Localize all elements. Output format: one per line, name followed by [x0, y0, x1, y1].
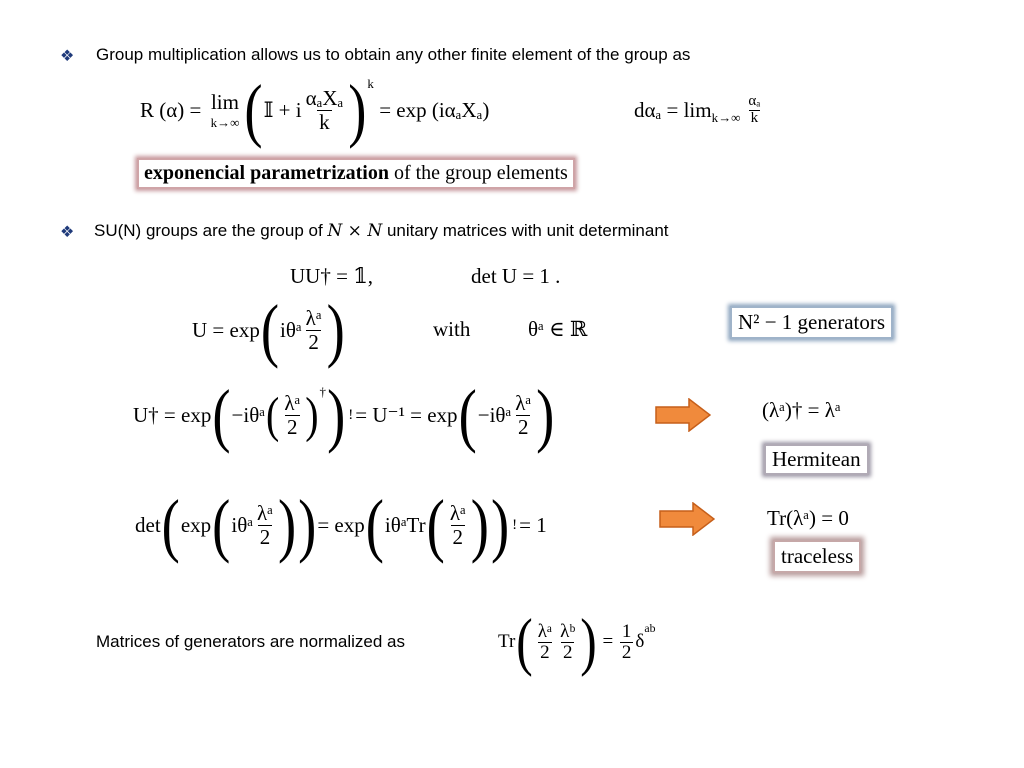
normalization-equation: Tr ( $\frac{\text{λᵃ}}{2}$ $\frac{\text{λᵇ}}{2}$ ) = $\frac{1}{2}$ δ $^{ab}$	[498, 605, 656, 678]
eq1-frac	[304, 87, 346, 132]
norm-delta-sup: ab	[644, 622, 656, 635]
det-mid: = exp	[317, 512, 365, 537]
arrow-right-icon	[655, 398, 711, 432]
eq1-lim-label: lim	[210, 89, 239, 114]
hermitean-box: Hermitean	[764, 444, 869, 475]
eq2-frac	[746, 94, 762, 127]
det-frac2	[448, 502, 468, 547]
det-exp: exp	[180, 512, 212, 537]
normalization-text: Matrices of generators are normalized as	[96, 632, 405, 651]
udag-num1: λᵃ	[284, 391, 301, 416]
norm-num1: λᵃ	[537, 620, 553, 642]
eq2-frac-den: k	[750, 109, 759, 126]
equation-exponential-limit: R (α) = lim k→∞ ( 𝕀 + i $\frac{\text{αₐXₐ}}{k}$ ) $^k$ = exp (iαₐXₐ)	[140, 69, 490, 149]
det-inner: iθᵃ	[231, 512, 253, 537]
eq2-lhs: dαₐ = lim	[634, 97, 712, 122]
norm-delta: δ	[635, 631, 645, 652]
theta-condition: θᵃ ∈ ℝ	[528, 317, 588, 341]
hermitean-equation: (λᵃ)† = λᵃ	[762, 398, 841, 422]
det-den1: 2	[259, 524, 271, 549]
norm-half-num: 1	[621, 620, 632, 642]
u-def-num: λᵃ	[305, 306, 322, 331]
u-dagger-equation: U† = exp ( −iθᵃ ( $\frac{\text{λᵃ}}{2}$ ) † ) ! = U⁻¹ = exp ( −iθᵃ $\frac{\text{λᵃ}}{2}$ )	[133, 374, 555, 454]
u-def-den: 2	[308, 329, 319, 354]
udag-inner2: −iθᵃ	[477, 402, 512, 427]
eq2-sub: k→∞	[711, 110, 741, 125]
exponential-parametrization-box	[137, 158, 575, 189]
udag-dagger: †	[319, 384, 327, 399]
u-def-inner: iθᵃ	[280, 317, 302, 342]
trace-equation: Tr(λᵃ) = 0	[767, 506, 849, 530]
udag-mid: = U⁻¹ = exp	[355, 402, 458, 427]
bullet-text-su-n	[94, 221, 669, 241]
eq1-lhs: R (α) =	[140, 97, 202, 122]
with-label: with	[433, 317, 471, 341]
det-frac1	[255, 502, 275, 547]
eq1-inner-pre: 𝕀 + i	[263, 97, 302, 122]
udag-lhs: U† = exp	[133, 402, 212, 427]
eq1-frac-num: αₐXₐ	[305, 86, 344, 111]
eq1-lim-sub: k→∞	[210, 114, 240, 130]
unitary-condition: UU† = 𝟙,	[290, 264, 374, 288]
norm-eq: =	[602, 631, 614, 652]
eq1-frac-den: k	[319, 109, 330, 134]
u-definition: U = exp ( iθᵃ $\frac{\text{λᵃ}}{2}$ )	[192, 289, 345, 369]
traceless-box: traceless	[773, 540, 861, 573]
bullet2-math: N × N	[327, 221, 383, 241]
unit-determinant: det U = 1 .	[471, 264, 561, 288]
udag-den2: 2	[517, 414, 529, 439]
bullet-icon: ❖	[60, 224, 75, 241]
norm-num2: λᵇ	[560, 620, 576, 642]
norm-tr: Tr	[498, 631, 516, 652]
udag-den1: 2	[287, 414, 298, 439]
norm-half-den: 2	[621, 641, 632, 663]
exp-box-rest: of the group elements	[388, 162, 568, 184]
eq1-power: k	[367, 76, 374, 91]
det-num2: λᵃ	[449, 501, 466, 526]
udag-excl: !	[348, 406, 354, 423]
determinant-equation: det ( exp ( iθᵃ $\frac{\text{λᵃ}}{2}$ ) ) = exp ( iθᵃTr ( $\frac{\text{λᵃ}}{2}$ ) ) ! = 1	[135, 484, 547, 564]
eq1-rhs: = exp (iαₐXₐ)	[379, 97, 490, 122]
arrow-right-icon	[659, 502, 715, 536]
udag-inner1: −iθᵃ	[231, 402, 266, 427]
bullet-icon: ❖	[60, 48, 75, 65]
det-excl-eq	[512, 517, 517, 534]
udag-num2: λᵃ	[515, 391, 532, 416]
u-def-lhs: U = exp	[192, 317, 260, 342]
det-den2: 2	[452, 524, 464, 549]
udag-excl-eq	[348, 407, 353, 424]
bullet2-text-before: SU(N) groups are the group of	[94, 221, 328, 240]
eq1-lim	[211, 90, 240, 131]
equation-d-alpha	[634, 90, 764, 130]
bullet2-text-after: unitary matrices with unit determinant	[382, 221, 669, 240]
det-inner2: iθᵃTr	[384, 512, 426, 537]
u-def-frac	[304, 307, 324, 352]
eq2-frac-num: αₐ	[748, 92, 761, 109]
norm-den2: 2	[562, 641, 573, 663]
norm-half	[620, 622, 634, 663]
bullet-text-group-multiplication: Group multiplication allows us to obtain any other finite element of the group as	[96, 45, 691, 64]
det-excl: !	[512, 516, 518, 533]
exp-box-bold: exponencial parametrization	[144, 162, 389, 184]
generators-count-box: N² − 1 generators	[730, 306, 893, 339]
udag-frac1	[282, 392, 302, 437]
det-lhs: det	[135, 512, 161, 537]
norm-den1: 2	[540, 641, 550, 663]
det-rhs: = 1	[519, 512, 547, 537]
norm-frac1	[536, 622, 554, 663]
udag-frac2	[513, 392, 533, 437]
det-num1: λᵃ	[257, 501, 273, 526]
norm-frac2	[558, 622, 577, 663]
